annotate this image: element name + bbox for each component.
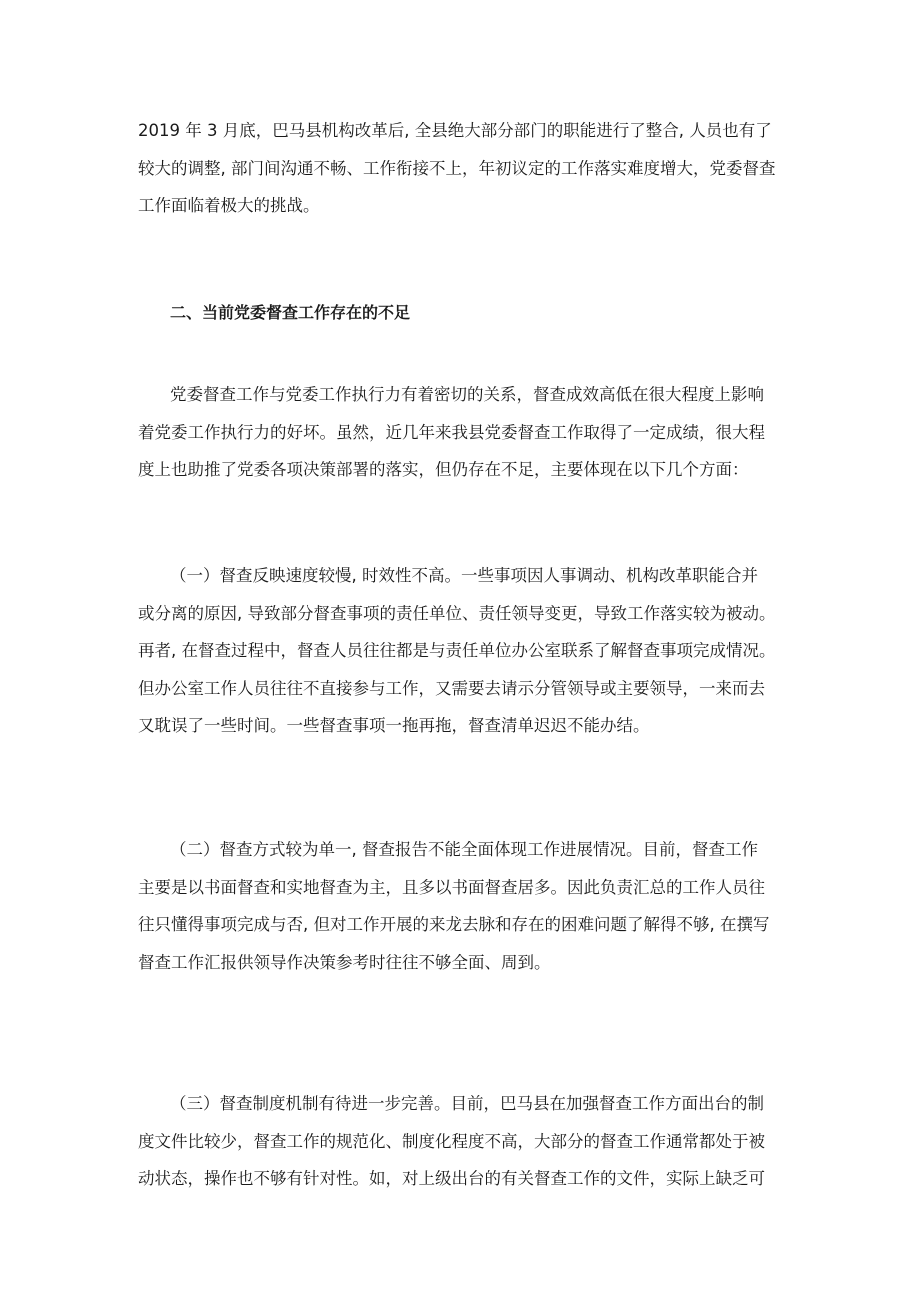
text-line: 党委督查工作与党委工作执行力有着密切的关系，督查成效高低在很大程度上影响 [170, 385, 764, 404]
text-line: 但办公室工作人员往往不直接参与工作，又需要去请示分管领导或主要领导，一来而去 [138, 678, 765, 698]
paragraph-point-1 [138, 557, 798, 745]
text-line: 往只懂得事项完成与否, 但对工作开展的来龙去脉和存在的困难问题了解得不够, 在撰写 [138, 915, 770, 934]
text-line: 又耽误了一些时间。一些督查事项一拖再拖，督查清单迟迟不能办结。 [138, 716, 650, 735]
section-heading: 二、当前党委督查工作存在的不足 [170, 303, 411, 322]
text-line: 着党委工作执行力的好坏。虽然，近几年来我县党委督查工作取得了一定成绩，很大程 [138, 422, 765, 442]
text-line: 2019 年 3 月底，巴马县机构改革后, 全县绝大部分部门的职能进行了整合, 人员也有了 [138, 121, 772, 140]
text-line: 再者, 在督查过程中，督查人员往往都是与责任单位办公室联系了解督查事项完成情况。 [138, 641, 776, 660]
text-line: 工作面临着极大的挑战。 [138, 196, 320, 215]
text-line: 较大的调整, 部门间沟通不畅、工作衔接不上，年初议定的工作落实难度增大，党委督查 [138, 158, 776, 178]
text-line: 动状态，操作也不够有针对性。如，对上级出台的有关督查工作的文件，实际上缺乏可 [138, 1169, 765, 1188]
paragraph-point-3 [138, 1085, 798, 1198]
text-line: 主要是以书面督查和实地督查为主，且多以书面督查居多。因此负责汇总的工作人员往 [138, 877, 765, 897]
text-line: 度上也助推了党委各项决策部署的落实，但仍存在不足，主要体现在以下几个方面： [138, 460, 749, 479]
text-line: （一）督查反映速度较慢, 时效性不高。一些事项因人事调动、机构改革职能合并 [170, 566, 758, 585]
paragraph-point-2 [138, 831, 798, 981]
text-line: 或分离的原因, 导致部分督查事项的责任单位、责任领导变更，导致工作落实较为被动。 [138, 603, 776, 623]
paragraph-intro [138, 376, 798, 489]
text-line: （二）督查方式较为单一, 督查报告不能全面体现工作进展情况。目前，督查工作 [170, 840, 758, 859]
paragraph-background [138, 112, 798, 225]
text-line: 度文件比较少，督查工作的规范化、制度化程度不高，大部分的督查工作通常都处于被 [138, 1131, 765, 1151]
text-line: （三）督查制度机制有待进一步完善。目前，巴马县在加强督查工作方面出台的制 [170, 1094, 764, 1113]
text-line: 督查工作汇报供领导作决策参考时往往不够全面、周到。 [138, 952, 551, 972]
